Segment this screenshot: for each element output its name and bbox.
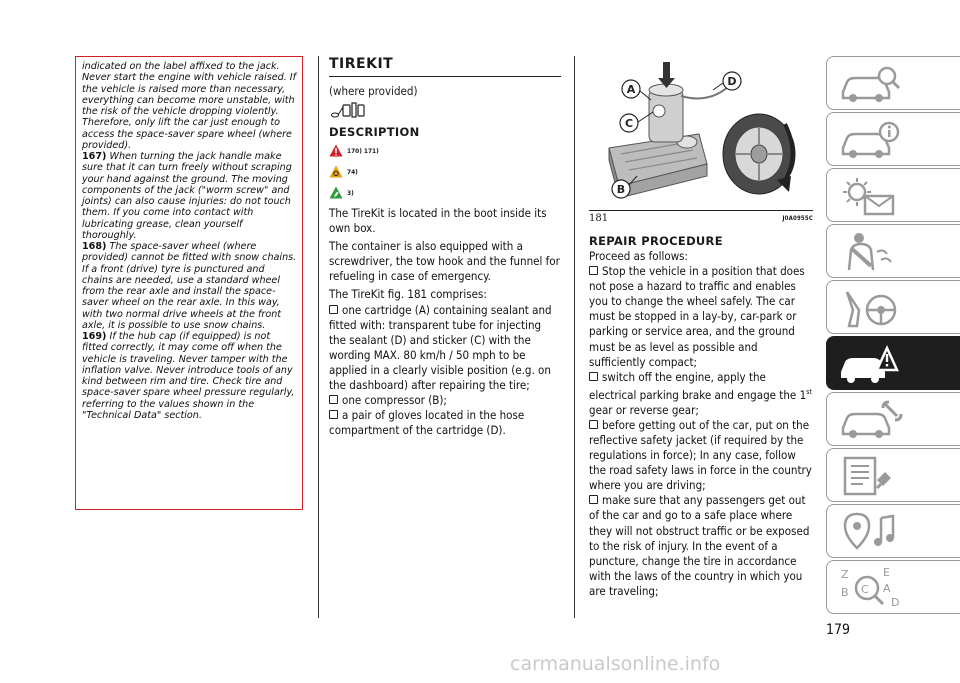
figure-caption (589, 211, 813, 225)
tab-index[interactable] (826, 560, 960, 614)
tab-in-an-emergency-prev[interactable] (826, 280, 960, 334)
tirekit-symbol (329, 102, 561, 119)
index-letter-a: A (883, 582, 891, 595)
environment-reference-numbers: 3) (347, 188, 354, 197)
warning-item-text: If the hub cap (if equipped) is not fitted correctly, it may come off when the vehicle is traveling. Never tamper with the inflation valve. Never introduce tools of any kind between rim and tire. Check tire and space-saver spare wheel pressure regularly, referring to the values shown in the "Technical Data" section. (82, 331, 295, 421)
car-warning-icon (837, 342, 907, 386)
list-item (329, 408, 561, 438)
list-item-text: a pair of gloves located in the hose compartment of the cartridge (D). (329, 408, 525, 438)
tirekit-section (329, 56, 561, 438)
section-title: TIREKIT (329, 56, 561, 77)
multimedia-icon (837, 510, 907, 554)
index-letter-d: D (891, 596, 900, 609)
repair-section (589, 56, 813, 599)
list-item-text: switch off the engine, apply the electrical parking brake and engage the 1 (589, 369, 807, 402)
repair-body (589, 249, 813, 599)
warning-intro: indicated on the label affixed to the jack. Never start the engine with vehicle raised. If the vehicle is raised more than necessary, everything can become more unstable, with the risk of the vehicle dropping violently. Therefore, only lift the car just enough to access the space-saver spare wheel (where provided). (82, 61, 297, 151)
repair-intro: Proceed as follows: (589, 249, 689, 263)
list-item (589, 493, 813, 599)
tab-safety[interactable] (826, 168, 960, 222)
callout-c-label: C (624, 117, 634, 130)
tab-getting-to-know-your-car[interactable] (826, 56, 960, 110)
steering-wheel-icon (837, 286, 907, 330)
tab-multimedia[interactable] (826, 504, 960, 558)
figure-number: 181 (589, 212, 609, 224)
column-divider (574, 56, 575, 618)
list-item-text: gear or reverse gear; (589, 402, 699, 417)
list-item-text: before getting out of the car, put on the reflective safety jacket (if required by the regulations in force); In any case, follow the road safety laws in force in the country where you are driving; (589, 417, 812, 493)
warning-item-number: 169) (82, 331, 107, 342)
list-item-text: make sure that any passengers get out of the car and go to a safe place where they will not obstruct traffic or be exposed to the risk of injury. In the event of a puncture, change the tire in accordance with the laws of the country in which you are traveling; (589, 493, 810, 598)
paragraph: The TireKit is located in the boot inside its own box. (329, 206, 547, 236)
tirekit-icon (329, 102, 369, 119)
warning-item-number: 167) (82, 151, 107, 162)
danger-reference (329, 141, 561, 160)
watermark: carmanualsonline.info (510, 653, 721, 675)
caution-triangle-icon (329, 165, 343, 178)
tab-in-an-emergency[interactable] (826, 336, 960, 390)
section-subtitle: (where provided) (329, 84, 418, 98)
callout-a-label: A (626, 83, 636, 96)
figure-code: J0A0955C (782, 214, 813, 222)
tirekit-illustration (589, 56, 813, 210)
caution-reference (329, 162, 561, 181)
car-search-icon (837, 62, 907, 106)
environment-reference (329, 183, 561, 202)
ordinal-suffix: st (806, 387, 812, 396)
index-letter-e: E (883, 566, 890, 579)
list-item (589, 264, 813, 370)
paragraph: The TireKit fig. 181 comprises: (329, 287, 487, 302)
tab-servicing-and-care[interactable] (826, 392, 960, 446)
tab-starting-and-driving[interactable] (826, 224, 960, 278)
list-item (589, 370, 813, 418)
column-divider (318, 56, 319, 618)
callout-b-label: B (616, 183, 626, 196)
car-info-icon (837, 118, 907, 162)
index-letter-z: Z (841, 568, 849, 581)
list-item (589, 418, 813, 493)
description-body (329, 206, 561, 438)
list-item-text: one compressor (B); (342, 393, 447, 408)
sun-mail-icon (837, 174, 907, 218)
paragraph: The container is also equipped with a screwdriver, the tow hook and the funnel for refueling in case of emergency. (329, 239, 560, 284)
warning-item-text: When turning the jack handle make sure that it can turn freely without scraping your hand against the ground. The moving components of the jack ("worm screw" and joints) can also cause injuries: do not touch them. If you come into contact with lubricating grease, clean yourself thoroughly. (82, 151, 292, 241)
danger-triangle-icon (329, 144, 343, 157)
tab-technical-data[interactable] (826, 448, 960, 502)
alphabetical-index-icon (837, 566, 907, 610)
index-letter-b: B (841, 586, 849, 599)
tab-getting-to-know-instrument-panel[interactable] (826, 112, 960, 166)
warning-item-168 (82, 241, 298, 331)
spec-sheet-icon (837, 454, 907, 498)
warning-box (75, 56, 303, 510)
list-item (329, 393, 561, 408)
index-letter-c: C (861, 583, 869, 596)
list-item (329, 303, 561, 394)
list-item-text: Stop the vehicle in a position that does not pose a hazard to traffic and enables you to change the wheel safely. The car must be stopped in a lay-by, car-park or parking or service area, and the ground must be as level as possible and sufficiently compact; (589, 264, 805, 369)
repair-heading: REPAIR PROCEDURE (589, 234, 723, 248)
environment-triangle-icon (329, 186, 343, 199)
list-item-text: one cartridge (A) containing sealant and fitted with: transparent tube for injecting the sealant (D) and sticker (C) with the wording MAX. 80 km/h / 50 mph to be applied in a clearly visible position (e.g. on the dashboard) after repairing the tire; (329, 302, 552, 393)
tirekit-figure (589, 56, 813, 210)
callout-d-label: D (727, 75, 737, 88)
warning-item-number: 168) (82, 241, 107, 252)
caution-reference-numbers: 74) (347, 167, 358, 176)
warning-item-text: The space-saver wheel (where provided) cannot be fitted with snow chains. If a front (drive) tyre is punctured and chains are needed, use a standard wheel from the rear axle and install the space-saver wheel on the rear axle. In this way, with two normal drive wheels at the front axle, it is possible to use snow chains. (82, 241, 297, 331)
danger-reference-numbers: 170) 171) (347, 146, 379, 155)
seatbelt-icon (837, 230, 907, 274)
page-number: 179 (826, 622, 851, 638)
warning-item-167 (82, 151, 298, 241)
chapter-tabs (826, 56, 960, 616)
car-wrench-icon (837, 398, 907, 442)
description-heading: DESCRIPTION (329, 125, 420, 139)
warning-item-169 (82, 331, 298, 421)
